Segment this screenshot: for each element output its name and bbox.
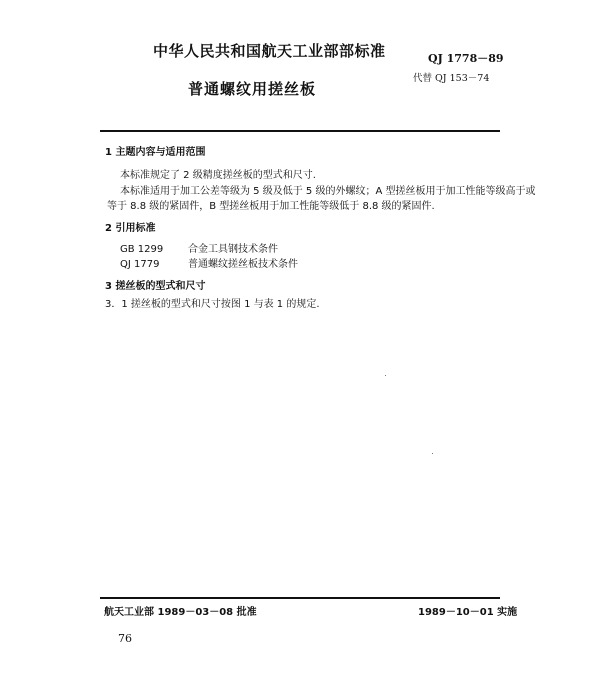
header-divider (100, 130, 500, 132)
reference-code: QJ 1779 (120, 259, 160, 270)
section-3-heading: 3 搓丝板的型式和尺寸 (105, 281, 206, 292)
section-1-paragraph-1: 本标准规定了 2 级精度搓丝板的型式和尺寸. (120, 170, 316, 181)
scan-speck (432, 453, 433, 454)
standard-code: QJ 1778－89 (428, 52, 504, 65)
reference-code: GB 1299 (120, 244, 164, 255)
section-3-1-text: 3．1 搓丝板的型式和尺寸按图 1 与表 1 的规定. (105, 299, 320, 310)
implementation-date: 1989－10－01 实施 (418, 607, 518, 618)
reference-title: 普通螺纹搓丝板技术条件 (188, 259, 298, 270)
reference-row (120, 240, 278, 255)
issuing-organization: 中华人民共和国航天工业部部标准 (153, 42, 386, 60)
section-1-heading: 1 主题内容与适用范围 (105, 147, 206, 158)
page-number: 76 (118, 632, 132, 645)
approval-date: 航天工业部 1989－03－08 批准 (104, 607, 257, 618)
section-2-heading: 2 引用标准 (105, 223, 156, 234)
reference-row (120, 255, 298, 270)
footer-divider (100, 597, 500, 599)
document-title: 普通螺纹用搓丝板 (188, 80, 317, 98)
reference-title: 合金工具钢技术条件 (188, 244, 278, 255)
replaces-standard: 代替 QJ 153－74 (413, 73, 490, 84)
section-1-paragraph-2-line-1: 本标准适用于加工公差等级为 5 级及低于 5 级的外螺纹；A 型搓丝板用于加工性能等级高于或 (120, 186, 536, 197)
section-1-paragraph-2-line-2: 等于 8.8 级的紧固件，B 型搓丝板用于加工性能等级低于 8.8 级的紧固件. (107, 201, 435, 212)
scan-speck (385, 375, 386, 376)
